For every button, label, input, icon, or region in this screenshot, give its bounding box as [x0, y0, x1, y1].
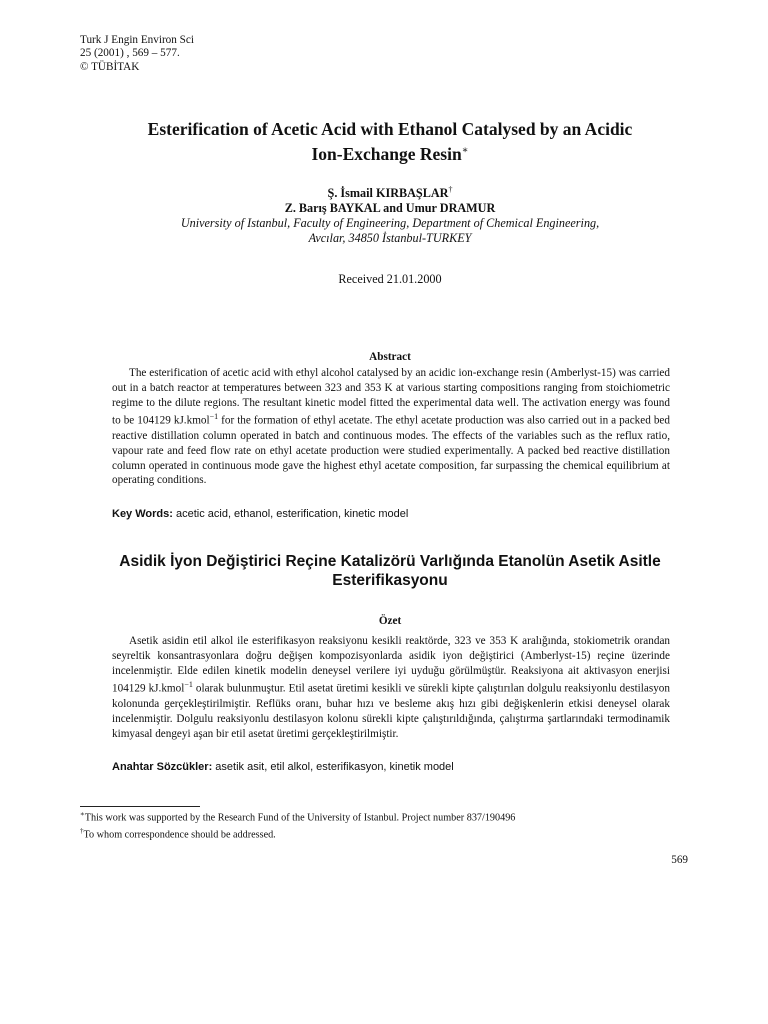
received-date: Received 21.01.2000 — [338, 272, 442, 286]
key-words-list: acetic acid, ethanol, esterification, kinetic model — [172, 508, 409, 520]
journal-citation — [80, 34, 194, 74]
author-block — [80, 182, 700, 246]
author-footnote-mark: † — [448, 185, 453, 194]
ozet-exponent: −1 — [184, 680, 193, 690]
ozet-heading: Özet — [378, 615, 402, 627]
journal-volume-pages: 25 (2001) , 569 – 577. — [80, 47, 180, 60]
anahtar-sozcukler — [112, 760, 670, 774]
title-line-1: Esterification of Acetic Acid with Ethanol Catalysed by an Acidic — [147, 119, 633, 139]
footnote-rule — [80, 806, 200, 807]
author-line-1: Ş. İsmail KIRBAŞLAR† — [327, 185, 453, 201]
anahtar-sozcukler-list: asetik asit, etil alkol, esterifikasyon, kinetik model — [212, 761, 454, 773]
title-footnote-mark: ∗ — [461, 145, 469, 156]
key-words — [112, 507, 670, 521]
abstract-text: The esterification of acetic acid with ethyl alcohol catalysed by an acidic ion-exchange resin (Amberlyst-15) was carried out in a batch reactor at temperatures between 323 and 353 K at various starting compositions ranging from stoichiometric regime to the dilute regions. The resultant kinetic model fitted the experimental data well. The activation energy was found to be 104129 kJ.kmol$^{-1}$ for the formation of ethyl acetate. The ethyl acetate production was also carried out in a packed bed reactive distillation column operated in batch and continuous modes. The effects of the variables such as the reflux ratio, vapour rate and feed flow rate on ethyl acetate production were studied experimentally. A packed bed reactive distillation column operated in continuous mode gave the highest ethyl acetate composition, far surpassing the chemical equilibrium at operating conditions. — [112, 367, 670, 487]
turkish-title: Asidik İyon Değiştirici Reçine Katalizörü Varlığında Etanolün Asetik Asitle Esterifikasyonu — [119, 553, 661, 589]
footnote-2: †To whom correspondence should be addressed. — [80, 826, 276, 841]
journal-name: Turk J Engin Environ Sci — [80, 34, 194, 46]
ozet-text: Asetik asidin etil alkol ile esterifikasyon reaksiyonu kesikli reaktörde, 323 ve 353 K aralığında, stokiometrik orandan seyreltik konsantrasyonlara doğru değişen kompozisyonlarda asidik iyon değiştirici (Amberlyst-15) reçine üzerinde incelenmiştir. Elde edilen kinetik modelin deneysel verilere iyi uyduğu görülmüştür. Reaksiyona ait aktivasyon enerjisi 104129 kJ.kmol$^{-1}$ olarak bulunmuştur. Etil asetat üretimi kesikli ve sürekli kipte çalıştırılan dolgulu reaksiyonlu destilasyon kolonunda gerçekleştirilmiştir. Reflüks oranı, buhar hızı ve besleme akış hızı gibi değişkenlerin etkisi deneysel olarak incelenmiştir. Dolgulu reaksiyonlu destilasyon kolonu sürekli kipte çalıştırıldığında, çalıştırma şartlarındaki termodinamik kimyasal dengeyi aşan bir etil asetat üretimi gerçekleştirilmiştir. — [112, 635, 670, 740]
abstract-heading: Abstract — [369, 351, 411, 363]
affiliation-line-2: Avcılar, 34850 İstanbul-TURKEY — [308, 231, 472, 246]
title-line-2: Ion-Exchange Resin — [311, 143, 462, 164]
anahtar-sozcukler-label: Anahtar Sözcükler: — [112, 761, 213, 773]
footnote-1: ∗This work was supported by the Research Fund of the University of Istanbul. Project number 837/190496 — [80, 810, 516, 824]
paper-title — [80, 118, 700, 165]
page-number: 569 — [671, 854, 688, 866]
affiliation-line-1: University of Istanbul, Faculty of Engineering, Department of Chemical Engineering, — [180, 216, 600, 231]
footnotes — [80, 808, 515, 842]
journal-publisher: © TÜBİTAK — [80, 60, 140, 73]
author-line-2: Z. Barış BAYKAL and Umur DRAMUR — [284, 201, 496, 216]
abstract-exponent: −1 — [209, 412, 219, 422]
key-words-label: Key Words: — [112, 508, 173, 520]
